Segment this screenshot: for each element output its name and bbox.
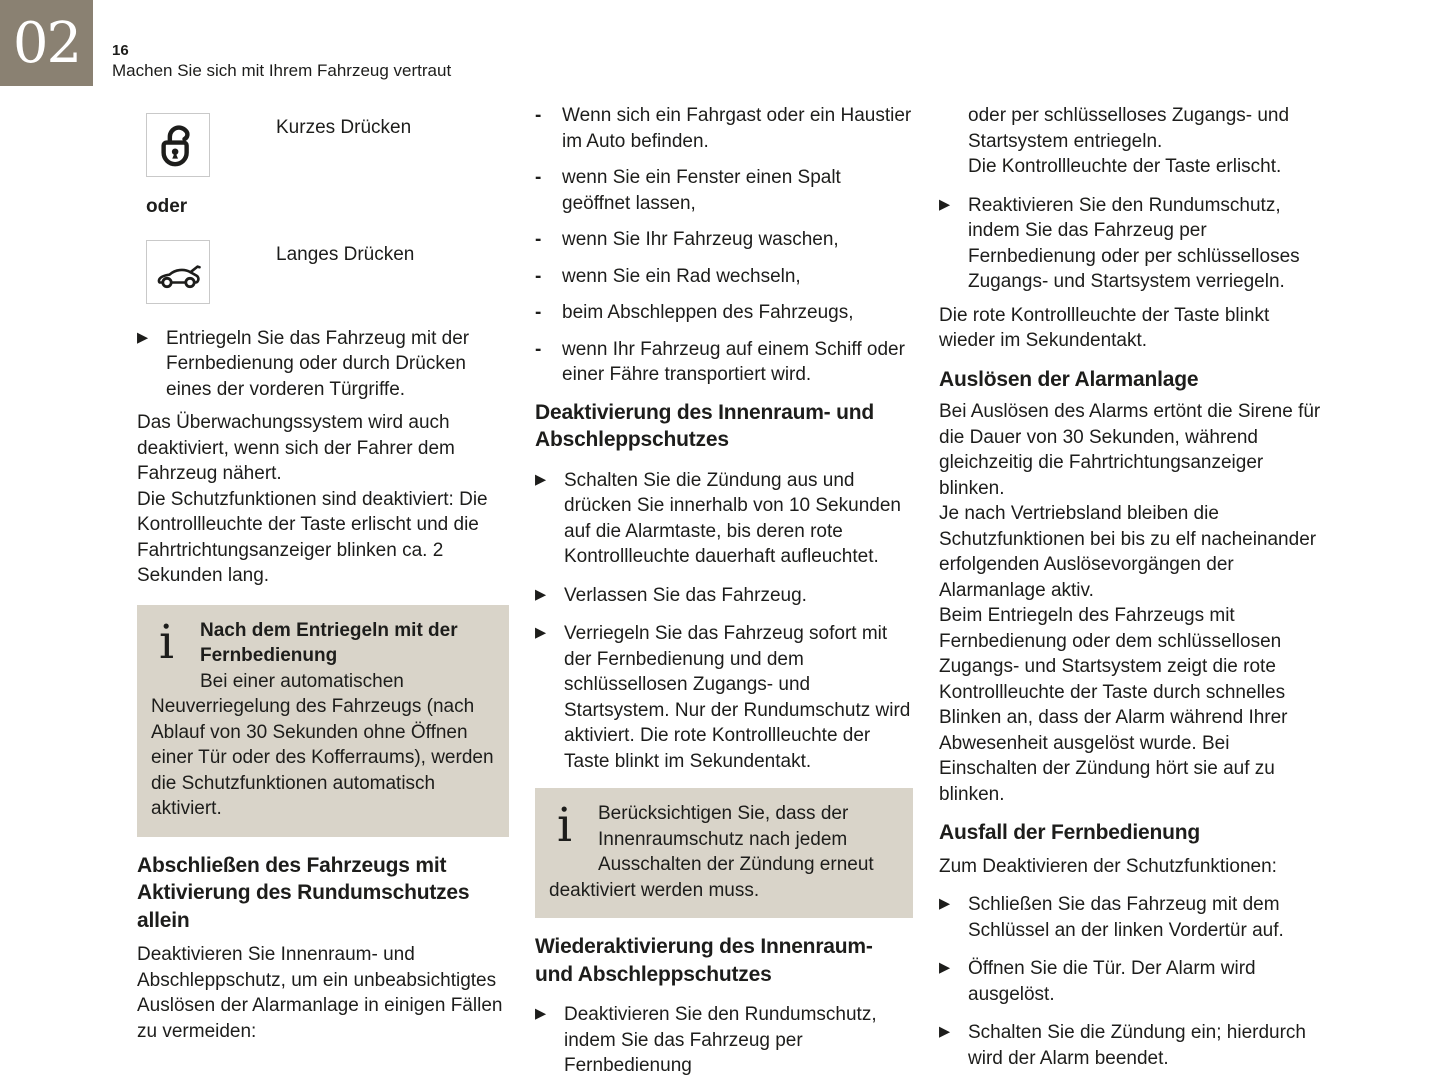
arrow-item-text: Entriegeln Sie das Fahrzeug mit der Fernbedienung oder durch Drücken eines der vorderen Türgriffe. — [166, 327, 470, 400]
arrow-bullet-icon: ▶ — [939, 1024, 951, 1040]
dash-bullet: - — [535, 302, 542, 323]
paragraph: Beim Entriegeln des Fahrzeugs mit Fernbedienung oder dem schlüssellosen Zugangs- und Startsystem zeigt die rote Kontrollleuchte der Taste durch schnelles Blinken an, dass der Alarm während Ihrer Abwesenheit ausgelöst wurde. Bei Einschalten der Zündung hört sie auf zu blinken. — [939, 605, 1288, 805]
section-heading-reactivation: Wiederaktivierung des Innenraum- und Abschleppschutzes — [535, 935, 873, 986]
arrow-item-text: Schließen Sie das Fahrzeug mit dem Schlüssel an der linken Vordertür auf. — [968, 894, 1284, 941]
dash-item — [535, 227, 913, 253]
paragraph: Die Schutzfunktionen sind deaktiviert: Die Kontrollleuchte der Taste erlischt und die Fahrtrichtungsanzeiger blinken ca. 2 Sekunden lang. — [137, 488, 488, 586]
paragraph: Deaktivieren Sie Innenraum- und Abschleppschutz, um ein unbeabsichtigtes Auslösen der Alarmanlage in einigen Fällen zu vermeiden: — [137, 944, 503, 1042]
arrow-item — [137, 326, 509, 403]
dash-item-text: beim Abschleppen des Fahrzeugs, — [562, 302, 854, 323]
arrow-item-text: Schalten Sie die Zündung ein; hierdurch wird der Alarm beendet. — [968, 1022, 1307, 1069]
dash-bullet: - — [535, 229, 542, 250]
dash-bullet: - — [535, 338, 542, 360]
arrow-item-text: Verriegeln Sie das Fahrzeug sofort mit der Fernbedienung und dem schlüssellosen Zugangs- und Startsystem. Nur der Rundumschutz wird aktiviert. Die rote Kontrollleuchte der Taste blinkt im Sekundentakt. — [564, 623, 911, 772]
dash-item-text: wenn Sie ein Fenster einen Spalt geöffnet lassen, — [562, 167, 841, 214]
dash-item — [535, 337, 913, 388]
section-heading-lock-perimeter-only: Abschließen des Fahrzeugs mit Aktivierung des Rundumschutzes allein — [137, 853, 470, 932]
dash-item-text: wenn Sie ein Rad wechseln, — [562, 265, 801, 287]
arrow-bullet-icon: ▶ — [137, 329, 149, 346]
icon-label-long-press: Langes Drücken — [276, 243, 415, 265]
paragraph: Bei Auslösen des Alarms ertönt die Sirene für die Dauer von 30 Sekunden, während gleichzeitig die Fahrtrichtungsanzeiger blinken. — [939, 401, 1321, 499]
icon-row-short-press — [146, 113, 509, 177]
arrow-bullet-icon: ▶ — [535, 1006, 547, 1022]
content-columns — [137, 100, 1324, 1079]
arrow-bullet-icon: ▶ — [535, 625, 547, 641]
dash-item-text: wenn Sie Ihr Fahrzeug waschen, — [562, 229, 839, 250]
info-icon: i — [159, 614, 175, 670]
info-box-relock — [137, 605, 509, 837]
arrow-bullet-icon: ▶ — [939, 960, 951, 976]
arrow-item — [939, 1020, 1324, 1071]
left-column — [137, 100, 509, 1079]
page-header — [112, 42, 451, 82]
padlock-unlocked-icon — [146, 113, 210, 177]
arrow-item — [939, 956, 1324, 1007]
chapter-number: 02 — [12, 10, 81, 76]
continuation-line: oder per schlüsselloses Zugangs- und Startsystem entriegeln. — [968, 105, 1290, 152]
dash-item — [535, 165, 913, 216]
arrow-item — [939, 193, 1324, 295]
info-box-body: Berücksichtigen Sie, dass der Innenraumschutz nach jedem Ausschalten der Zündung erneut deaktiviert werden muss. — [549, 803, 874, 901]
page-title: Machen Sie sich mit Ihrem Fahrzeug vertraut — [112, 61, 452, 80]
right-column — [939, 100, 1324, 1079]
dash-bullet: - — [535, 265, 542, 287]
info-box-title: Nach dem Entriegeln mit der Fernbedienung — [200, 619, 458, 666]
continuation-text — [939, 103, 1324, 180]
arrow-bullet-icon: ▶ — [535, 471, 547, 488]
icon-row-long-press — [146, 240, 509, 304]
info-box-body: Bei einer automatischen Neuverriegelung des Fahrzeugs (nach Ablauf von 30 Sekunden ohne Öffnen einer Tür oder des Kofferraums), werden die Schutzfunktionen automatisch aktiviert. — [151, 670, 494, 819]
arrow-item — [535, 468, 913, 570]
section-heading-alarm-trigger: Auslösen der Alarmanlage — [939, 367, 1199, 391]
arrow-item-text: Öffnen Sie die Tür. Der Alarm wird ausgelöst. — [968, 958, 1256, 1005]
arrow-bullet-icon: ▶ — [939, 196, 951, 213]
info-box-interior-protection — [535, 788, 913, 918]
dash-bullet: - — [535, 105, 542, 126]
arrow-item-text: Verlassen Sie das Fahrzeug. — [564, 584, 807, 606]
dash-item-text: Wenn sich ein Fahrgast oder ein Haustier im Auto befinden. — [562, 105, 912, 152]
middle-column — [535, 100, 913, 1079]
arrow-item — [535, 621, 913, 774]
dash-item — [535, 264, 913, 290]
or-label: oder — [146, 196, 188, 217]
car-trunk-open-icon — [146, 240, 210, 304]
arrow-item-text: Reaktivieren Sie den Rundumschutz, indem Sie das Fahrzeug per Fernbedienung oder per schlüsselloses Zugangs- und Startsystem verriegeln. — [968, 194, 1300, 292]
info-icon: i — [557, 798, 573, 853]
dash-bullet: - — [535, 167, 542, 188]
continuation-line: Die Kontrollleuchte der Taste erlischt. — [968, 156, 1282, 177]
dash-item — [535, 103, 913, 154]
dash-item-text: wenn Ihr Fahrzeug auf einem Schiff oder einer Fähre transportiert wird. — [562, 338, 905, 385]
dash-item — [535, 300, 913, 326]
arrow-bullet-icon: ▶ — [939, 896, 951, 912]
arrow-item — [535, 1002, 913, 1079]
arrow-item-text: Schalten Sie die Zündung aus und drücken Sie innerhalb von 10 Sekunden auf die Alarmtaste, bis deren rote Kontrollleuchte dauerhaft aufleuchtet. — [564, 469, 901, 567]
paragraph: Die rote Kontrollleuchte der Taste blinkt wieder im Sekundentakt. — [939, 304, 1270, 351]
arrow-bullet-icon: ▶ — [535, 586, 547, 603]
paragraph: Je nach Vertriebsland bleiben die Schutzfunktionen bei bis zu elf nacheinander erfolgenden Auslösevorgängen der Alarmanlage aktiv. — [939, 503, 1317, 601]
page-number: 16 — [112, 42, 129, 59]
arrow-item — [939, 892, 1324, 943]
chapter-badge — [0, 0, 93, 86]
section-heading-deactivation: Deaktivierung des Innenraum- und Abschleppschutzes — [535, 400, 874, 451]
icon-label-short-press: Kurzes Drücken — [276, 117, 412, 138]
section-heading-remote-failure: Ausfall der Fernbedienung — [939, 821, 1201, 844]
arrow-item — [535, 583, 913, 609]
paragraph: Das Überwachungssystem wird auch deaktiviert, wenn sich der Fahrer dem Fahrzeug nähert. — [137, 412, 455, 484]
arrow-item-text: Deaktivieren Sie den Rundumschutz, indem Sie das Fahrzeug per Fernbedienung — [564, 1004, 877, 1076]
paragraph: Zum Deaktivieren der Schutzfunktionen: — [939, 855, 1277, 877]
